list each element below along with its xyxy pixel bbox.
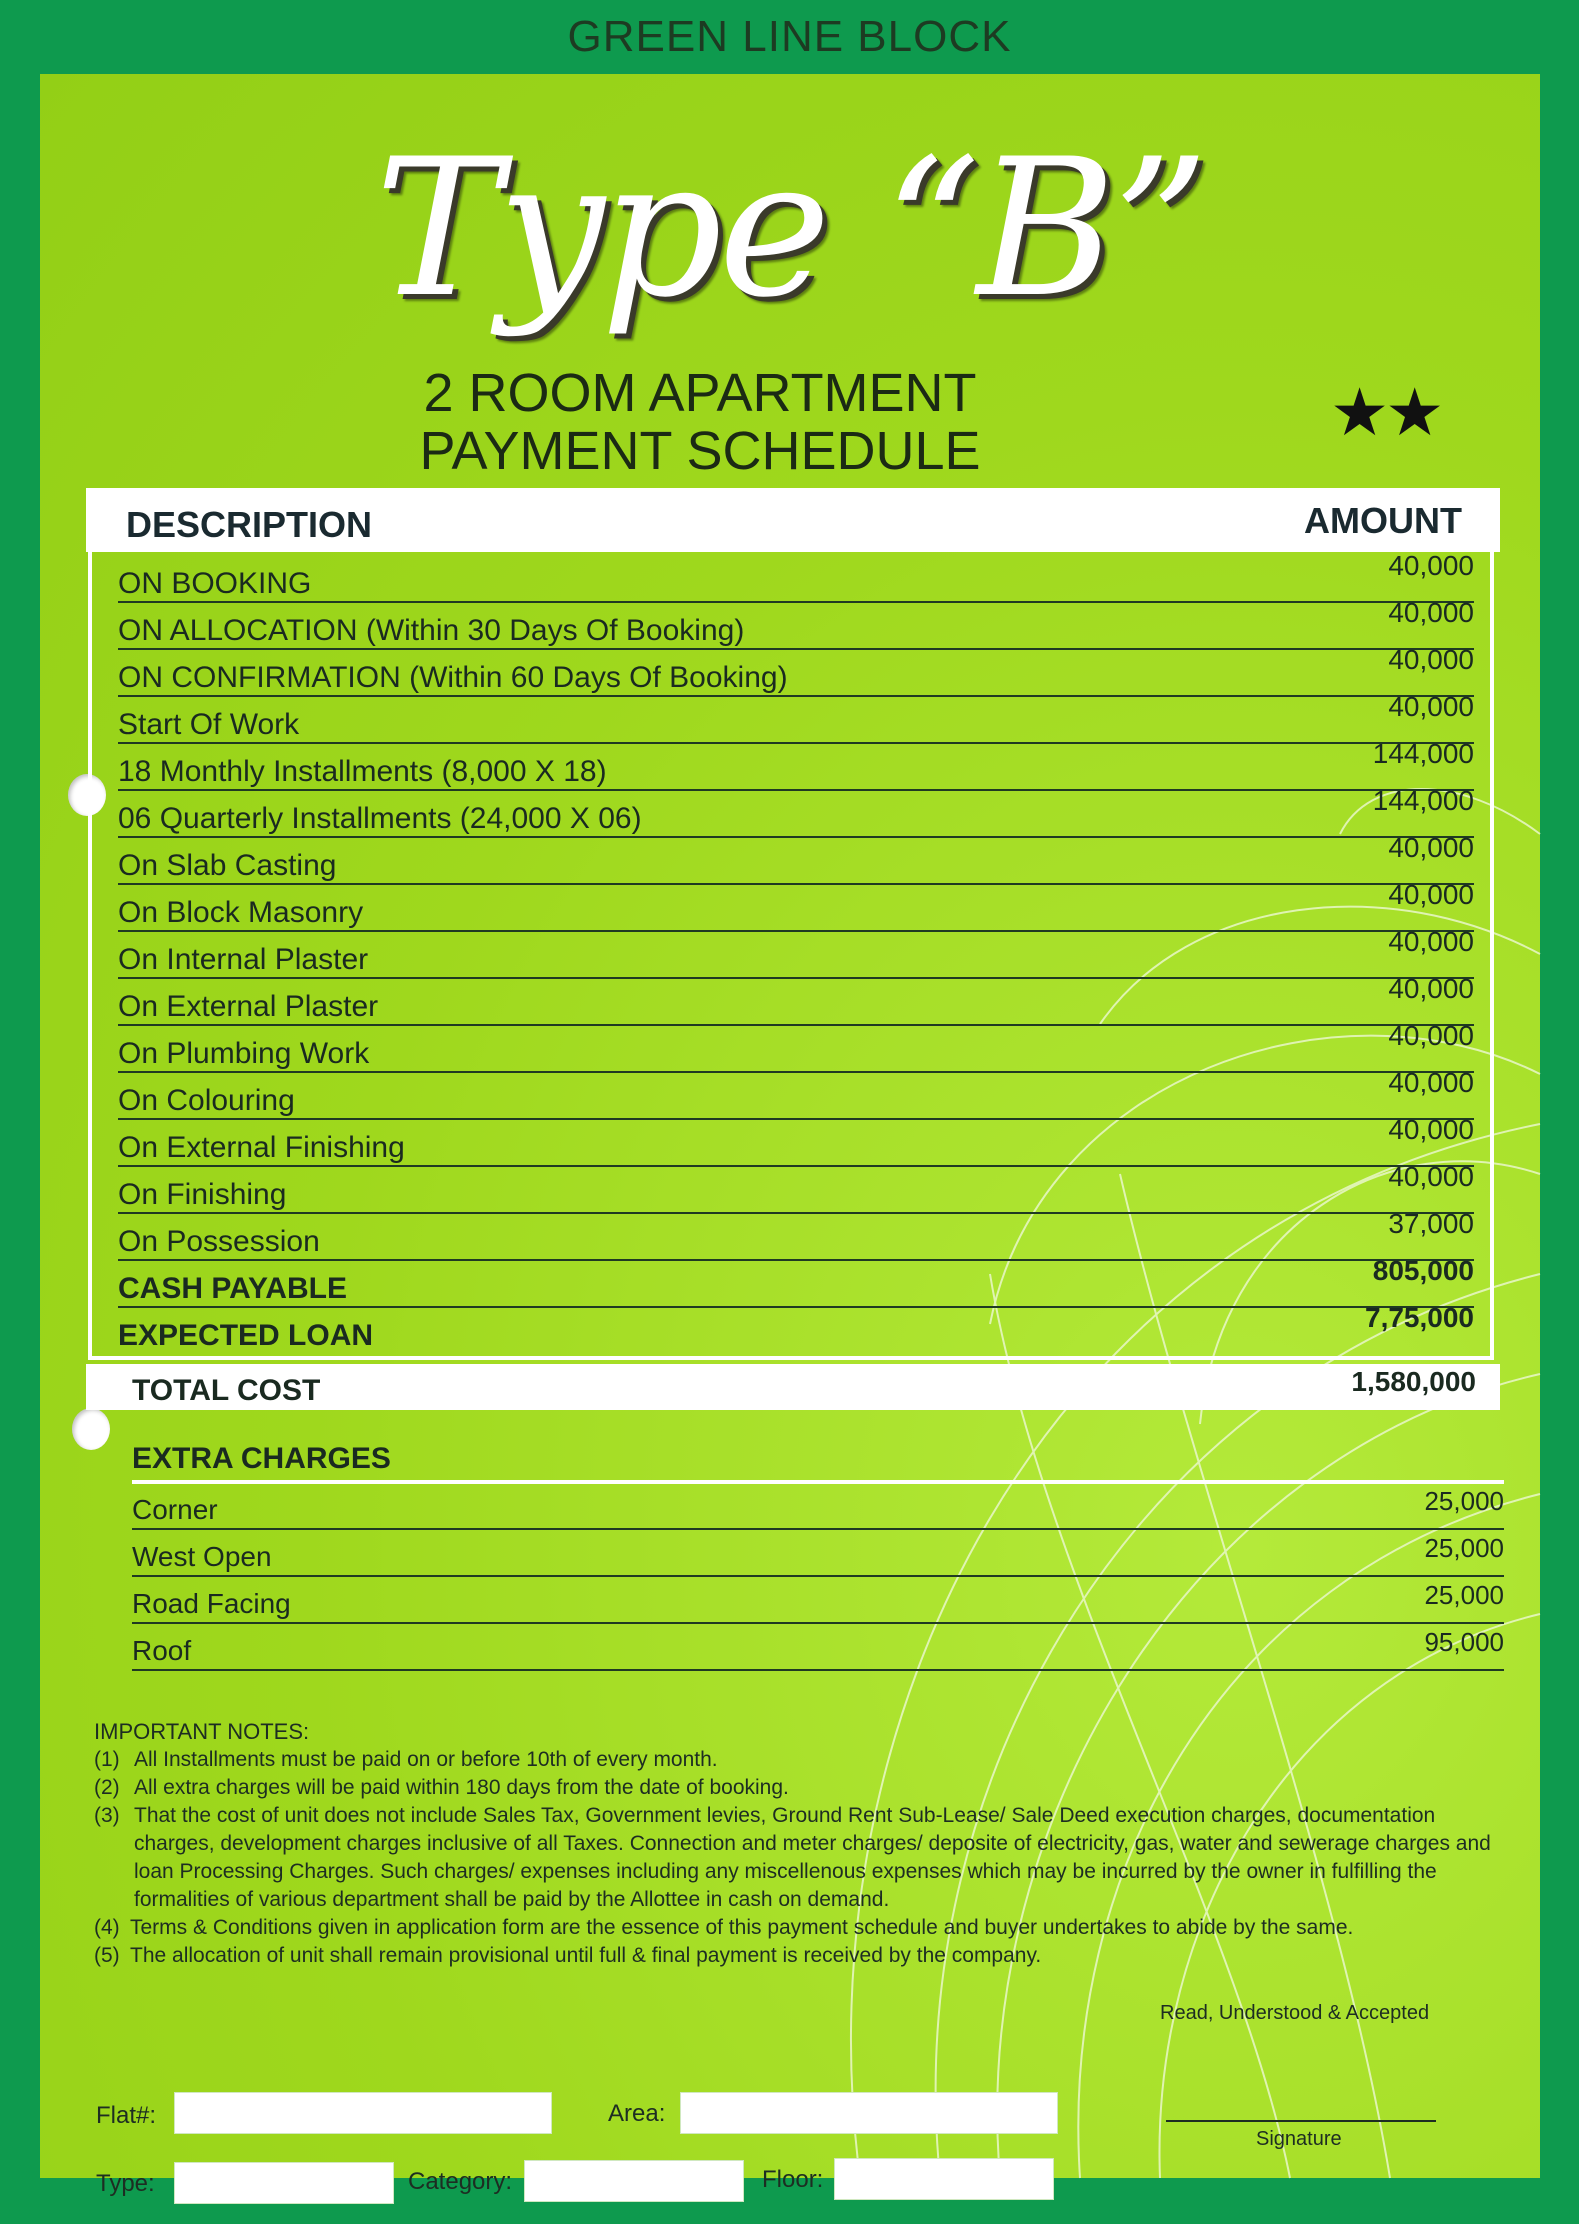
signature-label: Signature: [1256, 2128, 1342, 2150]
row-label: On Block Masonry: [118, 896, 364, 929]
row-label: CASH PAYABLE: [118, 1272, 347, 1305]
star-rating-icon: ★★: [1330, 375, 1441, 449]
table-row: [118, 550, 1474, 603]
area-field[interactable]: [680, 2092, 1058, 2134]
row-label: 18 Monthly Installments (8,000 X 18): [118, 755, 607, 788]
extra-label: West Open: [132, 1541, 272, 1572]
row-amount: 7,75,000: [1365, 1302, 1474, 1333]
row-amount: 40,000: [1388, 1067, 1474, 1098]
row-amount: 40,000: [1388, 926, 1474, 957]
note-number: (5): [94, 1944, 120, 1967]
row-amount: 144,000: [1372, 738, 1474, 769]
subtitle-line-2: PAYMENT SCHEDULE: [419, 421, 981, 481]
total-cost-row: [86, 1364, 1500, 1410]
cash-payable-row: [118, 1255, 1474, 1308]
row-amount: 40,000: [1388, 1020, 1474, 1051]
table-row: [118, 1114, 1474, 1167]
extra-row: [132, 1484, 1504, 1530]
row-amount: 37,000: [1388, 1208, 1474, 1239]
block-title: GREEN LINE BLOCK: [567, 12, 1012, 61]
note-item: [94, 1942, 1504, 1970]
note-text: The allocation of unit shall remain provisional until full & final payment is received by the company.: [130, 1944, 1042, 1967]
extra-amount: 95,000: [1424, 1627, 1504, 1657]
row-label: On Colouring: [118, 1084, 295, 1117]
table-row: [118, 1067, 1474, 1120]
note-number: (1): [94, 1748, 120, 1771]
note-number: (3): [94, 1804, 120, 1827]
row-amount: 40,000: [1388, 1114, 1474, 1145]
row-amount: 40,000: [1388, 1161, 1474, 1192]
row-label: On Finishing: [118, 1178, 287, 1211]
row-label: ON BOOKING: [118, 567, 312, 600]
flat-label: Flat#:: [96, 2102, 157, 2129]
row-label: On Internal Plaster: [118, 943, 369, 976]
type-logo: Type “B”: [374, 118, 1206, 339]
extra-charges-heading: EXTRA CHARGES: [132, 1442, 391, 1475]
note-text: All extra charges will be paid within 180 days from the date of booking.: [134, 1776, 789, 1799]
row-amount: 40,000: [1388, 879, 1474, 910]
note-number: (2): [94, 1776, 120, 1799]
row-label: On Plumbing Work: [118, 1037, 370, 1070]
important-notes: [94, 1718, 1504, 1970]
table-row: [118, 832, 1474, 885]
row-label: 06 Quarterly Installments (24,000 X 06): [118, 802, 642, 835]
note-text: Terms & Conditions given in application form are the essence of this payment schedule and buyer undertakes to abide by the same.: [130, 1916, 1354, 1939]
table-row: [118, 644, 1474, 697]
extra-label: Corner: [132, 1494, 218, 1525]
table-row: [118, 926, 1474, 979]
row-amount: 40,000: [1388, 597, 1474, 628]
category-field[interactable]: [524, 2160, 744, 2202]
type-field[interactable]: [174, 2162, 394, 2204]
table-row: [118, 785, 1474, 838]
note-text: That the cost of unit does not include Sales Tax, Government levies, Ground Rent Sub-Lease/ Sale Deed execution charges, documentation charges, development charges inclusive of all Taxes. Connection and meter charges/ deposite of electricity, gas, water and sewerage charges and loan Processing Charges. Such charges/ expenses including any miscellenous expenses which may be incurred by the owner in fulfilling the formalities of various department shall be paid by the Allottee in cash on demand.: [134, 1804, 1491, 1911]
expected-loan-row: [118, 1302, 1474, 1353]
note-item: [94, 1774, 1504, 1802]
extra-row: [132, 1531, 1504, 1577]
row-amount: 805,000: [1372, 1255, 1474, 1286]
extra-amount: 25,000: [1424, 1533, 1504, 1563]
type-label: Type:: [96, 2170, 155, 2197]
notes-heading: IMPORTANT NOTES:: [94, 1719, 310, 1744]
table-row: [118, 879, 1474, 932]
table-row: [118, 597, 1474, 650]
row-amount: 40,000: [1388, 550, 1474, 581]
table-row: [118, 1208, 1474, 1261]
total-cost-amount: 1,580,000: [1351, 1366, 1476, 1397]
extra-amount: 25,000: [1424, 1486, 1504, 1516]
note-item: [94, 1746, 1504, 1774]
total-cost-label: TOTAL COST: [132, 1374, 321, 1407]
table-row: [118, 1161, 1474, 1214]
signature-line[interactable]: [1166, 2120, 1436, 2122]
row-amount: 40,000: [1388, 832, 1474, 863]
row-label: On External Finishing: [118, 1131, 405, 1164]
row-amount: 40,000: [1388, 973, 1474, 1004]
note-item: [94, 1914, 1504, 1942]
floor-field[interactable]: [834, 2158, 1054, 2200]
table-row: [118, 691, 1474, 744]
row-label: Start Of Work: [118, 708, 300, 741]
binder-hole-bottom: [72, 1408, 110, 1450]
note-item: [94, 1802, 1504, 1914]
row-amount: 144,000: [1372, 785, 1474, 816]
area-label: Area:: [608, 2100, 666, 2127]
row-label: ON ALLOCATION (Within 30 Days Of Booking): [118, 614, 745, 647]
category-label: Category:: [408, 2168, 513, 2195]
column-amount: AMOUNT: [1304, 500, 1462, 541]
extra-amount: 25,000: [1424, 1580, 1504, 1610]
column-description: DESCRIPTION: [126, 504, 373, 545]
row-label: On Slab Casting: [118, 849, 337, 882]
table-header: [86, 488, 1500, 552]
note-number: (4): [94, 1916, 120, 1939]
floor-label: Floor:: [762, 2166, 824, 2193]
table-row: [118, 973, 1474, 1026]
extra-label: Road Facing: [132, 1588, 291, 1619]
page-subtitle: [310, 364, 1090, 480]
subtitle-line-1: 2 ROOM APARTMENT: [423, 363, 977, 423]
flat-field[interactable]: [174, 2092, 552, 2134]
extra-charges-header: [132, 1436, 1504, 1484]
extra-label: Roof: [132, 1635, 192, 1666]
row-amount: 40,000: [1388, 691, 1474, 722]
accept-text: Read, Understood & Accepted: [1160, 2002, 1430, 2024]
payment-schedule-sheet: [40, 74, 1540, 2197]
row-amount: 40,000: [1388, 644, 1474, 675]
row-label: ON CONFIRMATION (Within 60 Days Of Booking): [118, 661, 788, 694]
extra-row: [132, 1625, 1504, 1671]
row-label: On External Plaster: [118, 990, 379, 1023]
note-text: All Installments must be paid on or before 10th of every month.: [134, 1748, 718, 1771]
table-row: [118, 1020, 1474, 1073]
table-row: [118, 738, 1474, 791]
extra-row: [132, 1578, 1504, 1624]
row-label: EXPECTED LOAN: [118, 1319, 374, 1352]
row-label: On Possession: [118, 1225, 320, 1258]
